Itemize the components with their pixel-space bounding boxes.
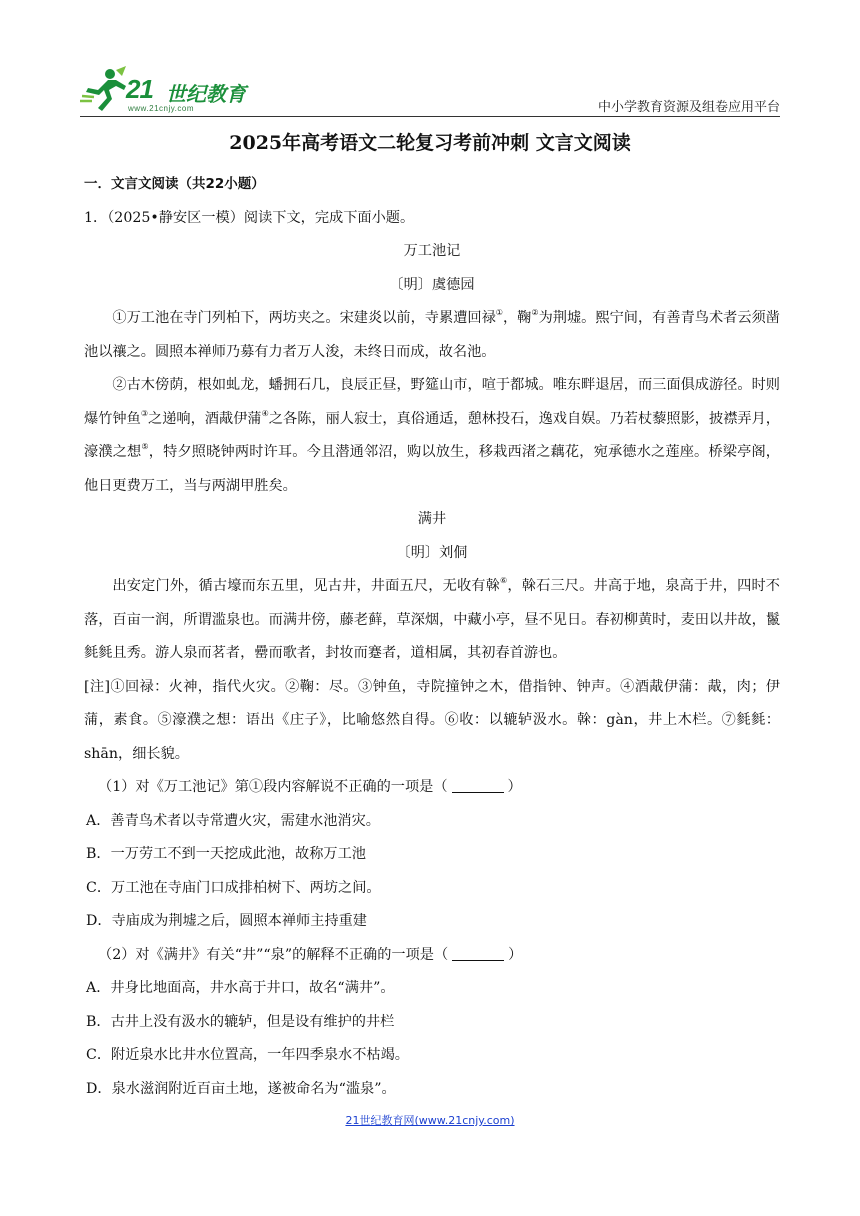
text2-paragraph: 出安定门外，循古壕而东五里，见古井，井面五尺，无收有榦⑥，榦石三尺。井高于地，泉高于井，四时不落，百亩一润，所谓滥泉也。而满井傍，藤老藓，草深烟，中藏小亭，昼不见日。春初柳黄时，麦田以井故，鬣毵毵且秀。游人泉而茗者，罍而歌者，封妆而蹇者，道相属，其初春首游也。 <box>84 576 780 661</box>
logo-text: 世纪教育 <box>166 82 246 106</box>
section-heading: 一．文言文阅读（共22小题） <box>84 176 265 192</box>
document-body <box>84 168 780 1106</box>
brand-logo <box>80 66 250 114</box>
text1-paragraph-2: ②古木傍荫，根如虬龙，蟠拥石几，良辰正昼，野筵山市，喧于都城。唯东畔退居，而三面俱成游径。时则爆竹钟鱼③之递响，酒胾伊蒲④之各陈，丽人寂士，真俗通适，憩林投石，逸戏自娱。乃若杖藜照影，披襟弄月，濠濮之想⑤，特夕照晓钟两时许耳。今且潜通邻沼，购以放生，移栽西渚之藕花，宛承德水之莲座。桥梁亭阁，他日更费万工，当与两湖甲胜矣。 <box>84 377 780 494</box>
platform-tagline: 中小学教育资源及组卷应用平台 <box>597 100 780 115</box>
text1-author: 〔明〕虞德园 <box>389 276 475 293</box>
text2-author: 〔明〕刘侗 <box>396 544 468 561</box>
page-title: 2025年高考语文二轮复习考前冲刺 文言文阅读 <box>229 132 631 154</box>
question-intro: 1．（2025•静安区一模）阅读下文，完成下面小题。 <box>84 209 415 226</box>
text2-title: 满井 <box>417 511 447 527</box>
runner-icon <box>80 66 128 112</box>
annotation-notes: [注]①回禄：火神，指代火灾。②鞠：尽。③钟鱼，寺院撞钟之木，借指钟、钟声。④酒胾伊蒲：胾，肉；伊蒲，素食。⑤濠濮之想：语出《庄子》，比喻悠然自得。⑥收：以辘轳汲水。榦：gàn，井上木栏。⑦毵毵：shān，细长貌。 <box>84 678 780 762</box>
text1-paragraph-1: ①万工池在寺门列柏下，两坊夹之。宋建炎以前，寺累遭回禄①，鞠②为荆墟。熙宁间，有善青鸟术者云须凿池以禳之。圆照本禅师乃募有力者万人浚，未终日而成，故名池。 <box>84 308 780 360</box>
answer-blank[interactable] <box>452 776 504 793</box>
question-2-option: D．泉水滋润附近百亩土地，遂被命名为“滥泉”。 <box>86 1080 396 1097</box>
question-2-stem: （2）对《满井》有关“井”“泉”的解释不正确的一项是（ ） <box>84 939 780 973</box>
answer-blank[interactable] <box>452 944 504 961</box>
header-divider <box>80 116 780 117</box>
question-2-option: B．古井上没有汲水的辘轳，但是设有维护的井栏 <box>86 1013 395 1030</box>
question-1-option: A．善青鸟术者以寺常遭火灾，需建水池消灾。 <box>86 812 380 829</box>
question-1-option: D．寺庙成为荆墟之后，圆照本禅师主持重建 <box>86 913 367 929</box>
question-1-option: C．万工池在寺庙门口成排柏树下、两坊之间。 <box>86 879 381 896</box>
question-1-option: B．一万劳工不到一天挖成此池，故称万工池 <box>86 846 366 862</box>
text1-title: 万工池记 <box>403 243 461 259</box>
page-header <box>80 66 780 116</box>
question-1-stem: （1）对《万工池记》第①段内容解说不正确的一项是（ ） <box>84 771 780 805</box>
logo-number: 21 <box>126 74 153 104</box>
logo-url: www.21cnjy.com <box>128 104 194 113</box>
question-2-option: C．附近泉水比井水位置高，一年四季泉水不枯竭。 <box>86 1047 409 1063</box>
question-2-option: A．井身比地面高，井水高于井口，故名“满井”。 <box>86 980 395 996</box>
footer-link[interactable]: 21世纪教育网(www.21cnjy.com) <box>345 1114 515 1127</box>
